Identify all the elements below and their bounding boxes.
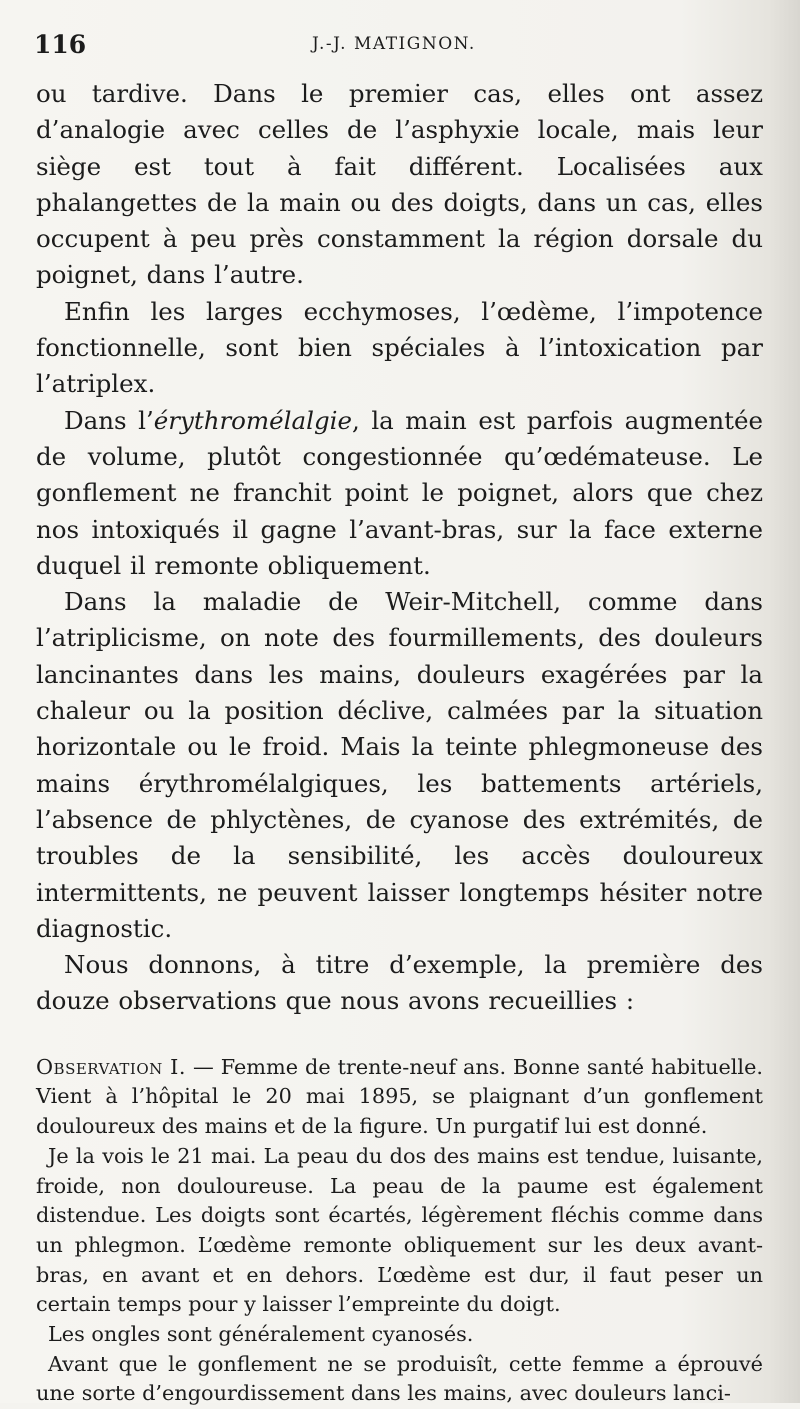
observation-paragraph-3: Les ongles sont généralement cyanosés. xyxy=(48,1322,474,1347)
observation-paragraph-1 xyxy=(36,1053,763,1142)
main-text xyxy=(36,76,763,1020)
observation-paragraph-2: Je la vois le 21 mai. La peau du dos des mains est tendue, luisante, froide, non douloureuse. La peau de la paume est également distendue. Les doigts sont écartés, légèrement fléchis comme dans un phlegmon. L’œdème remonte obliquement sur les deux avant-bras, en avant et en dehors. L’œdème est dur, il faut peser un certain temps pour y laisser l’empreinte du doigt. xyxy=(36,1143,763,1317)
paragraph-1: ou tardive. Dans le premier cas, elles ont assez d’analogie avec celles de l’asphyxie locale, mais leur siège est tout à fait différent. Localisées aux phalangettes de la main ou des doigts, dans un cas, elles occupent à peu près constamment la région dorsale du poignet, dans l’autre. xyxy=(36,79,763,290)
paragraph-3-rest: , la main est parfois augmentée de volume, plutôt congestionnée qu’œdémateuse. Le gonflement ne franchit point le poignet, alors que chez nos intoxiqués il gagne l’avant-bras, sur la face externe duquel il remonte obliquement. xyxy=(36,405,764,580)
running-head: J.-J. MATIGNON. xyxy=(312,34,476,54)
paragraph-3 xyxy=(36,403,763,584)
paragraph-2: Enfin les larges ecchymoses, l’œdème, l’impotence fonctionnelle, sont bien spéciales à l’intoxication par l’atriplex. xyxy=(36,296,763,399)
observation-paragraph-4: Avant que le gonflement ne se produisît, cette femme a éprouvé une sorte d’engourdissement dans les mains, avec douleurs lanci- xyxy=(36,1351,763,1406)
page-number: 116 xyxy=(34,30,87,59)
observation-text: — Femme de trente-neuf ans. Bonne santé habituelle. Vient à l’hôpital le 20 mai 1895, se plaignant d’un gonflement douloureux des mains et de la figure. Un purgatif lui est donné. xyxy=(36,1054,763,1139)
page-body xyxy=(36,76,763,1409)
observation-block xyxy=(36,1053,763,1409)
page-header xyxy=(34,30,766,64)
italic-term: érythromélalgie xyxy=(153,405,352,435)
paragraph-4: Dans la maladie de Weir-Mitchell, comme dans l’atriplicisme, on note des fourmillements, des douleurs lancinantes dans les mains, douleurs exagérées par la chaleur ou la position déclive, calmées par la situation horizontale ou le froid. Mais la teinte phlegmoneuse des mains érythromélalgiques, les battements artériels, l’absence de phlyctènes, de cyanose des extrémités, de troubles de la sensibilité, les accès douloureux intermittents, ne peuvent laisser longtemps hésiter notre diagnostic. xyxy=(36,587,763,943)
observation-label: Observation I. xyxy=(36,1054,187,1079)
paragraph-5: Nous donnons, à titre d’exemple, la première des douze observations que nous avons recueillies : xyxy=(36,950,763,1016)
paragraph-3-prefix: Dans l’ xyxy=(64,405,154,435)
